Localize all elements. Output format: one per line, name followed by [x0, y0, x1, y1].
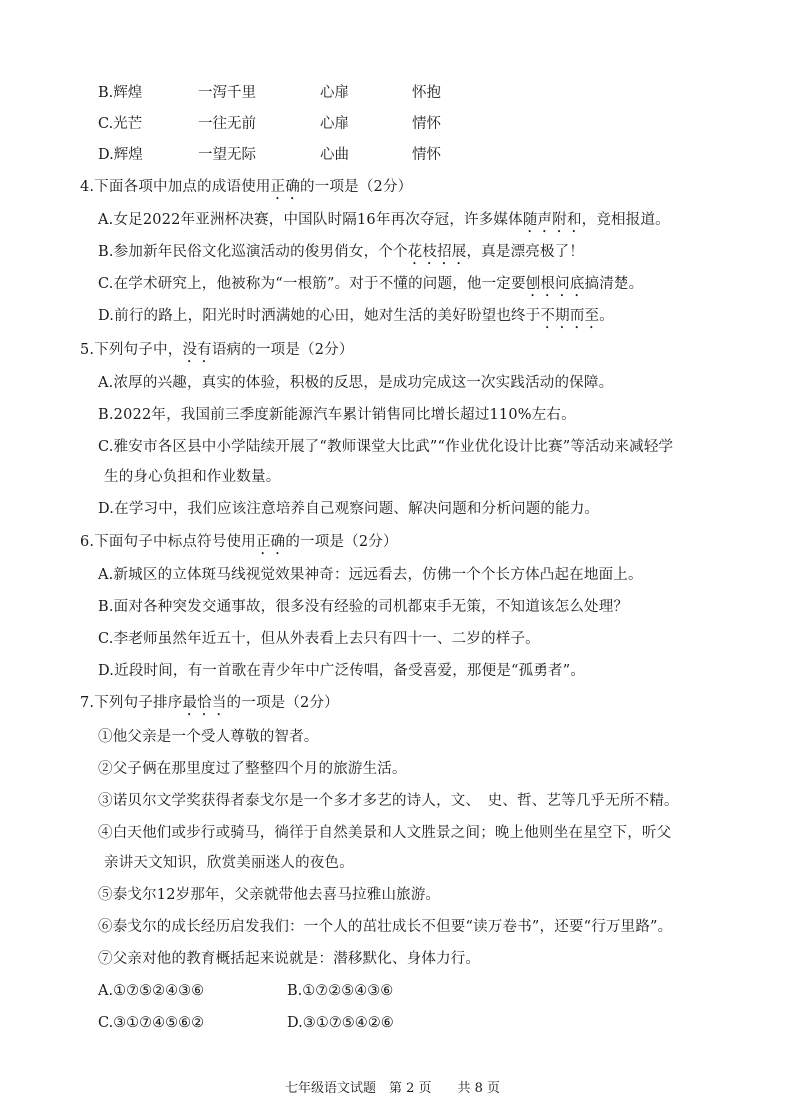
page-footer: 七年级语文试题 第 2 页 共 8 页 — [284, 1081, 501, 1096]
q5-option-c-cont: 生的身心负担和作业数量。 — [104, 469, 281, 485]
idiom-emphasis: 花枝招展 — [407, 244, 467, 260]
stem-text: 6.下面句子中标点符号使用 — [80, 534, 256, 550]
q5-option-b: B.2022年，我国前三季度新能源汽车累计销售同比增长超过110%左右。 — [98, 407, 576, 423]
stem-emphasis: 正确 — [255, 534, 286, 550]
stem-text: 语病的一项是（2分） — [211, 342, 354, 358]
q7-sentence-1: ①他父亲是一个受人尊敬的智者。 — [98, 729, 319, 745]
q4-stem — [80, 177, 412, 203]
q7-sentence-6: ⑥泰戈尔的成长经历启发我们：一个人的茁壮成长不但要“读万卷书”，还要“行万里路”。 — [98, 919, 673, 935]
option-label: C.光芒 — [98, 116, 143, 132]
option-text: 。 — [599, 308, 614, 324]
option-word: 情怀 — [412, 116, 441, 132]
option-word: 一望无际 — [198, 147, 256, 163]
stem-text: 5.下列句子中， — [80, 342, 183, 358]
q7-option-b: B.①⑦②⑤④③⑥ — [287, 983, 394, 999]
q7-option-c: C.③①⑦④⑤⑥② — [98, 1015, 205, 1031]
q4-option-c — [98, 274, 643, 300]
option-text: ，竞相报道。 — [581, 212, 670, 228]
stem-text: 的一项是（2分） — [285, 534, 398, 550]
q7-stem — [80, 693, 339, 719]
q6-option-d: D.近段时间，有一首歌在青少年中广泛传唱，备受喜爱，那便是“孤勇者”。 — [98, 663, 586, 679]
q5-option-d: D.在学习中，我们应该注意培养自己观察问题、解决问题和分析问题的能力。 — [98, 501, 600, 517]
q6-option-b: B.面对各种突发交通事故，很多没有经验的司机都束手无策，不知道该怎么处理？ — [98, 599, 629, 615]
q7-sentence-4: ④白天他们或步行或骑马，徜徉于自然美景和人文胜景之间；晚上他则坐在星空下，听父 — [98, 825, 672, 841]
option-word: 心曲 — [320, 147, 349, 163]
option-word: 心扉 — [320, 116, 349, 132]
q5-option-c: C.雅安市各区县中小学陆续开展了“教师课堂大比武”“作业优化设计比赛”等活动来减轻学 — [98, 439, 674, 455]
option-text: B.参加新年民俗文化巡演活动的俊男俏女，个个 — [98, 244, 408, 260]
q4-option-d — [98, 306, 614, 332]
q5-option-a: A.浓厚的兴趣，真实的体验，积极的反思，是成功完成这一次实践活动的保障。 — [98, 375, 614, 391]
stem-emphasis: 正确 — [270, 179, 301, 195]
option-text: D.前行的路上，阳光时时洒满她的心田，她对生活的美好盼望也终于 — [98, 308, 541, 324]
q4-option-a — [98, 210, 670, 236]
option-text: ，真是漂亮极了！ — [466, 244, 585, 260]
stem-text: 7.下列句子排序 — [80, 695, 183, 711]
option-word: 心扉 — [320, 85, 349, 101]
option-label: B.辉煌 — [98, 85, 143, 101]
option-word: 一泻千里 — [198, 85, 256, 101]
q7-option-d: D.③①⑦⑤④②⑥ — [287, 1015, 394, 1031]
option-text: 搞清楚。 — [584, 276, 644, 292]
q7-option-a: A.①⑦⑤②④③⑥ — [98, 983, 205, 999]
q4-option-b — [98, 242, 584, 268]
option-text: A.女足2022年亚洲杯决赛，中国队时隔16年再次夺冠，许多媒体 — [98, 212, 523, 228]
q5-stem — [80, 340, 354, 366]
q7-sentence-4-cont: 亲讲天文知识，欣赏美丽迷人的夜色。 — [104, 855, 354, 871]
stem-text: 的一项是（2分） — [300, 179, 413, 195]
option-word: 一往无前 — [198, 116, 256, 132]
stem-text: 的一项是（2分） — [226, 695, 339, 711]
idiom-emphasis: 刨根问底 — [525, 276, 585, 292]
q6-option-a: A.新城区的立体斑马线视觉效果神奇：远远看去，仿佛一个个长方体凸起在地面上。 — [98, 567, 643, 583]
q6-stem — [80, 532, 398, 558]
option-word: 情怀 — [412, 147, 441, 163]
option-word: 怀抱 — [412, 85, 441, 101]
q7-sentence-3: ③诺贝尔文学奖获得者泰戈尔是一个多才多艺的诗人，文、 史、哲、艺等几乎无所不精。 — [98, 793, 679, 809]
idiom-emphasis: 随声附和 — [522, 212, 582, 228]
stem-emphasis: 没有 — [182, 342, 212, 358]
stem-emphasis: 最恰当 — [182, 695, 227, 711]
option-text: C.在学术研究上，他被称为“一根筋”。对于不懂的问题，他一定要 — [98, 276, 526, 292]
q7-sentence-5: ⑤泰戈尔12岁那年，父亲就带他去喜马拉雅山旅游。 — [98, 887, 441, 903]
q6-option-c: C.李老师虽然年近五十，但从外表看上去只有四十一、二岁的样子。 — [98, 631, 540, 647]
q7-sentence-2: ②父子俩在那里度过了整整四个月的旅游生活。 — [98, 761, 407, 777]
option-label: D.辉煌 — [98, 147, 143, 163]
q7-sentence-7: ⑦父亲对他的教育概括起来说就是：潜移默化、身体力行。 — [98, 951, 481, 967]
stem-text: 4.下面各项中加点的成语使用 — [80, 179, 271, 195]
idiom-emphasis: 不期而至 — [540, 308, 600, 324]
